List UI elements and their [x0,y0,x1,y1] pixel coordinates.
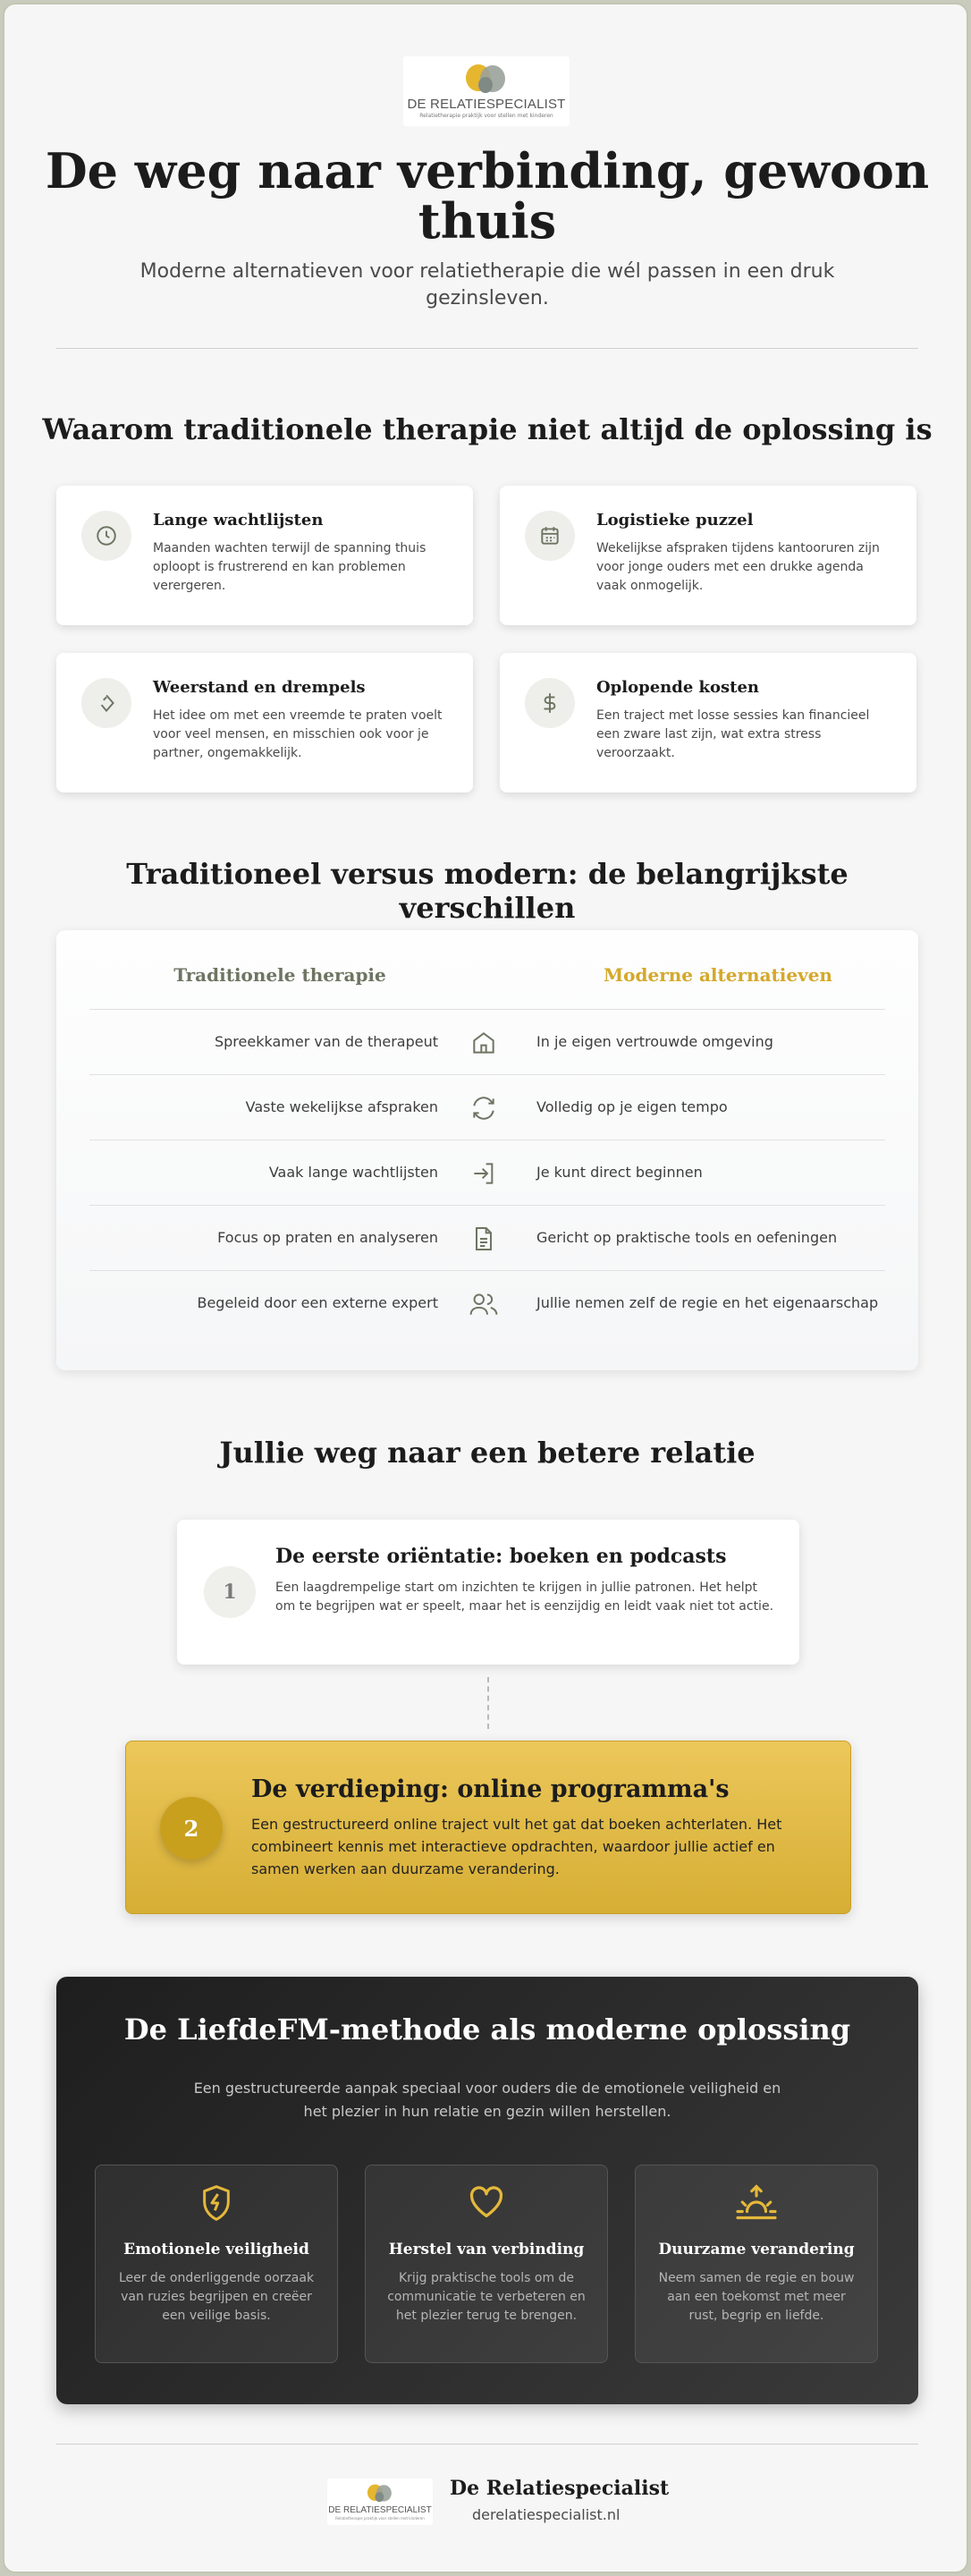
page-subtitle: Moderne alternatieven voor relatietherapie die wél passen in een druk gezinsleven. [139,260,835,309]
footer-company-name: De Relatiespecialist [450,2477,670,2500]
problem-text: Het idee om met een vreemde te praten voelt voor veel mensen, en misschien ook voor je partner, ongemakkelijk. [153,708,443,760]
comparison-modern: Je kunt direct beginnen [536,1164,703,1181]
comparison-traditional: Spreekkamer van de therapeut [214,1033,438,1050]
logo-mark-icon [363,2482,397,2505]
header-divider [56,348,918,349]
calendar-icon [525,511,575,561]
footer-website-link[interactable]: derelatiespecialist.nl [472,2506,621,2523]
pillar-title: Herstel van verbinding [388,2241,585,2258]
refresh-icon [467,1091,501,1125]
login-icon [467,1157,501,1191]
problem-text: Maanden wachten terwijl de spanning thuis oploopt is frustrerend en kan problemen verergeren. [153,541,426,593]
problem-title: Weerstand en drempels [153,678,366,697]
comparison-traditional: Vaak lange wachtlijsten [268,1164,438,1181]
comparison-modern: Gericht op praktische tools en oefeningen [536,1229,838,1246]
page [3,3,968,2573]
comparison-row [89,1140,885,1205]
journey-step [177,1520,799,1665]
method-pillar [635,2165,878,2363]
problem-title: Logistieke puzzel [596,511,754,530]
comparison-traditional: Vaste wekelijkse afspraken [245,1098,438,1115]
footer-logo-tagline: Relatietherapie praktijk voor stellen met kinderen [335,2516,425,2521]
heart-icon [366,2183,607,2223]
method-section [56,1977,918,2404]
comparison-row [89,1074,885,1140]
problem-title: Oplopende kosten [596,678,760,697]
document-icon [467,1222,501,1256]
diamond-icon [81,678,131,728]
footer-logo[interactable] [327,2479,433,2525]
comparison-right-heading: Moderne alternatieven [604,964,832,986]
logo [403,56,570,126]
step-title: De verdieping: online programma's [251,1775,730,1803]
comparison-row [89,1205,885,1270]
page-title: De weg naar verbinding, gewoon thuis [45,142,930,250]
pillar-text: Krijg praktische tools om de communicatie te verbeteren en het plezier terug te brengen. [387,2271,586,2323]
pillar-title: Emotionele veiligheid [123,2241,309,2258]
method-pillar [365,2165,608,2363]
pillar-title: Duurzame verandering [658,2241,855,2258]
journey-step-highlighted [125,1741,851,1914]
shield-bolt-icon [96,2183,337,2223]
comparison-row [89,1009,885,1074]
sunrise-icon [636,2183,877,2223]
comparison-title: Traditioneel versus modern: de belangrijkste verschillen [126,857,849,925]
footer-logo-name: DE RELATIESPECIALIST [328,2505,432,2515]
method-title: De LiefdeFM-methode als moderne oplossing [123,2012,851,2046]
users-icon [467,1287,501,1321]
problem-text: Wekelijkse afspraken tijdens kantooruren zijn voor jonge ouders met een drukke agenda vaak onmogelijk. [596,541,880,593]
problem-card [56,653,473,792]
step-number: 1 [204,1566,256,1618]
method-pillar [95,2165,338,2363]
pillar-text: Leer de onderliggende oorzaak van ruzies begrijpen en creëer een veilige basis. [118,2271,315,2323]
dollar-icon [525,678,575,728]
step-title: De eerste oriëntatie: boeken en podcasts [275,1545,727,1568]
step-text: Een gestructureerd online traject vult het gat dat boeken achterlaten. Het combineert kennis met interactieve opdrachten, waardoor jullie actief en samen werken aan duurzame verandering. [251,1816,782,1877]
problem-title: Lange wachtlijsten [153,511,324,530]
logo-name: DE RELATIESPECIALIST [407,97,566,112]
comparison-traditional: Focus op praten en analyseren [217,1229,438,1246]
problems-title: Waarom traditionele therapie niet altijd de oplossing is [42,412,933,446]
problem-text: Een traject met losse sessies kan financieel een zware last zijn, wat extra stress veroorzaakt. [596,708,870,760]
pillar-text: Neem samen de regie en bouw aan een toekomst met meer rust, begrip en liefde. [658,2271,855,2323]
problem-card [56,486,473,625]
comparison-left-heading: Traditionele therapie [173,964,386,986]
footer-divider [56,2444,918,2445]
comparison-modern: Volledig op je eigen tempo [536,1098,728,1115]
clock-icon [81,511,131,561]
comparison-table [56,930,918,1370]
home-icon [467,1026,501,1060]
comparison-row [89,1270,885,1335]
problem-card [500,653,916,792]
journey-title: Jullie weg naar een betere relatie [219,1436,756,1470]
problem-card [500,486,916,625]
comparison-modern: Jullie nemen zelf de regie en het eigenaarschap [536,1294,879,1311]
step-number: 2 [160,1797,223,1860]
method-description: Een gestructureerde aanpak speciaal voor ouders die de emotionele veiligheid en het plezier in hun relatie en gezin willen herstellen. [193,2080,781,2120]
comparison-traditional: Begeleid door een externe expert [197,1294,438,1311]
comparison-modern: In je eigen vertrouwde omgeving [536,1033,773,1050]
step-text: Een laagdrempelige start om inzichten te krijgen in jullie patronen. Het helpt om te begrijpen wat er speelt, maar het is eenzijdig en leidt vaak niet tot actie. [275,1580,774,1614]
step-connector [487,1677,489,1729]
logo-mark-icon [459,62,514,97]
logo-tagline: Relatietherapie praktijk voor stellen met kinderen [419,113,553,119]
